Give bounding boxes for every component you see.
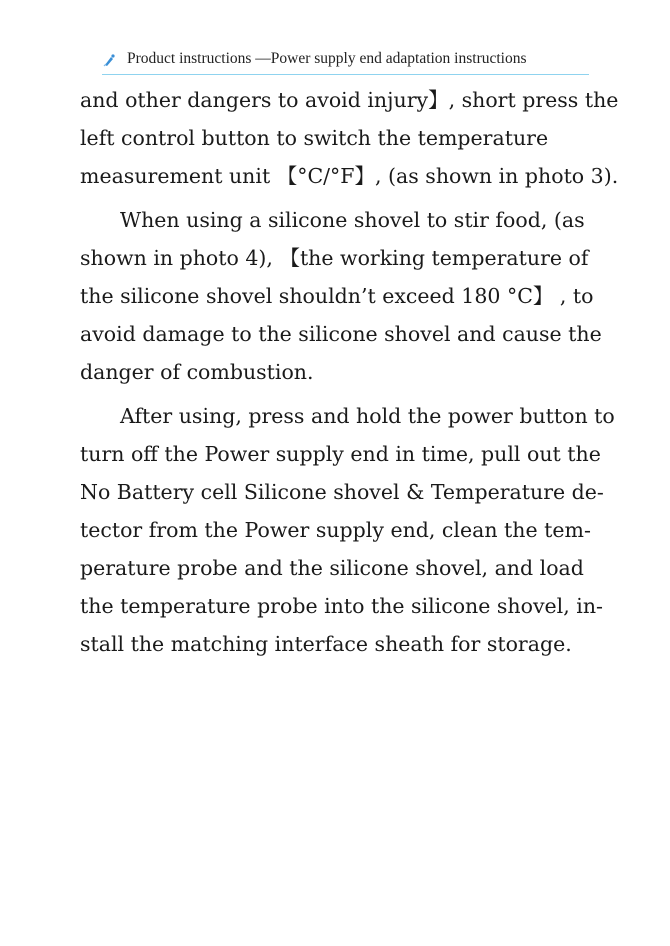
document-body [80, 81, 619, 663]
text-line: avoid damage to the silicone shovel and cause the [80, 322, 602, 346]
text-line: tector from the Power supply end, clean the tem- [80, 518, 591, 542]
pen-nib-icon [102, 52, 116, 66]
text-line: After using, press and hold the power button to [120, 404, 615, 428]
text-line: and other dangers to avoid injury】, short press the [80, 88, 619, 112]
text-line: the temperature probe into the silicone shovel, in- [80, 594, 603, 618]
text-line: measurement unit 【°C/°F】, (as shown in photo 3). [80, 164, 619, 188]
text-line: No Battery cell Silicone shovel & Temperature de- [80, 480, 604, 504]
text-line: perature probe and the silicone shovel, and load [80, 556, 584, 580]
paragraph [80, 397, 615, 663]
text-line: shown in photo 4), 【the working temperature of [80, 246, 589, 270]
text-line: the silicone shovel shouldn’t exceed 180 °C】 , to [80, 284, 594, 308]
paragraph [80, 201, 600, 391]
header-title: Product instructions —Power supply end adaptation instructions [127, 50, 527, 67]
text-line: turn off the Power supply end in time, pull out the [80, 442, 601, 466]
text-line: When using a silicone shovel to stir food, (as [120, 208, 585, 232]
text-line: left control button to switch the temperature [80, 126, 549, 150]
text-line: stall the matching interface sheath for storage. [80, 632, 572, 656]
page-header [102, 46, 589, 75]
text-line: danger of combustion. [80, 360, 314, 384]
paragraph [80, 81, 619, 195]
